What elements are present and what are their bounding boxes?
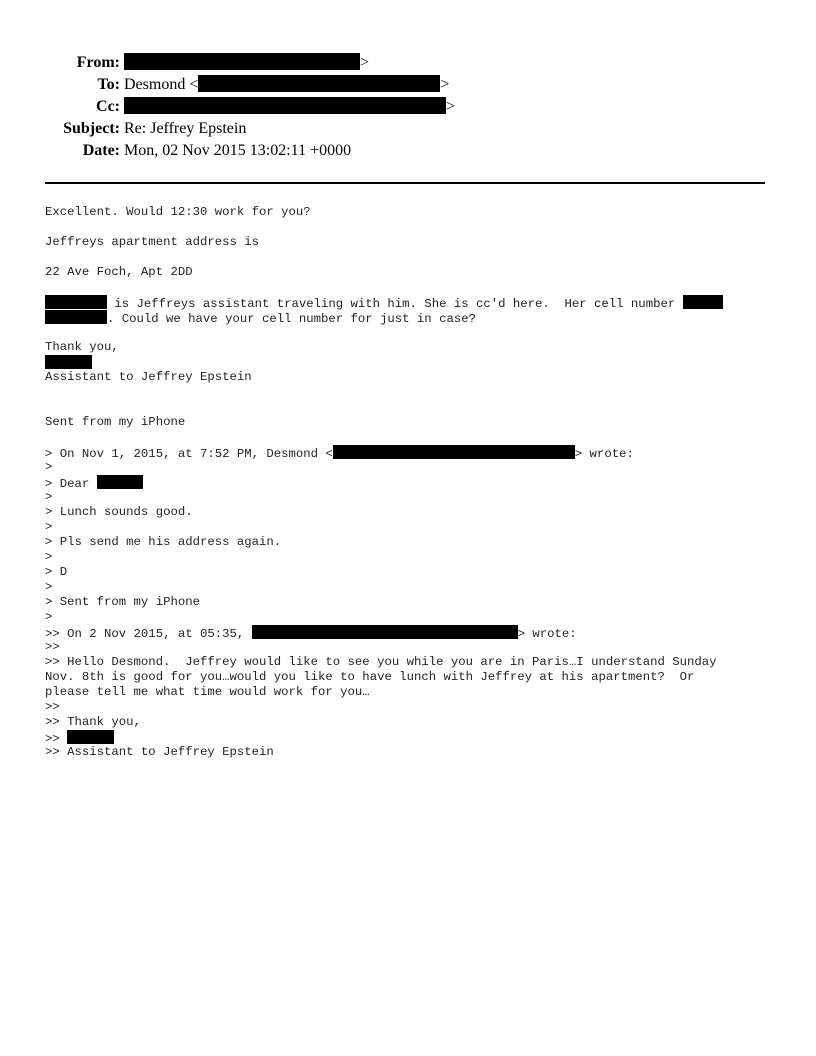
body-line: Excellent. Would 12:30 work for you? xyxy=(45,205,311,219)
from-tail: > xyxy=(360,54,370,71)
quoted-line: > xyxy=(45,610,53,624)
subject-label: Subject: xyxy=(63,120,120,137)
quoted-line: > xyxy=(45,490,53,504)
body-line xyxy=(45,310,770,327)
assistant-sentence: is Jeffreys assistant traveling with him. She is cc'd here. Her cell number xyxy=(107,297,683,311)
quoted-line: > D xyxy=(45,565,68,579)
quote2-intro: >> On 2 Nov 2015, at 05:35, xyxy=(45,627,252,641)
body-line: Jeffreys apartment address is xyxy=(45,235,260,249)
signature-title: Assistant to Jeffrey Epstein xyxy=(45,370,252,384)
cc-label: Cc: xyxy=(96,98,120,115)
redaction-box xyxy=(124,97,446,114)
redaction-box xyxy=(45,310,107,324)
subject-value: Re: Jeffrey Epstein xyxy=(124,120,247,137)
subject-row xyxy=(0,118,700,140)
quote-intro-end: > wrote: xyxy=(574,447,634,461)
redaction-box xyxy=(45,295,107,309)
redaction-box xyxy=(683,295,723,309)
quoted-line: > Pls send me his address again. xyxy=(45,535,282,549)
date-row xyxy=(0,140,700,162)
redaction-box xyxy=(252,625,518,639)
quoted-line: Nov. 8th is good for you…would you like to have lunch with Jeffrey at his apartment? Or xyxy=(45,670,695,684)
header-divider xyxy=(45,182,765,184)
quoted-line: >> Thank you, xyxy=(45,715,141,729)
quoted-line: > Lunch sounds good. xyxy=(45,505,193,519)
redaction-box xyxy=(67,730,114,744)
quoted-line: >> Hello Desmond. Jeffrey would like to see you while you are in Paris…I understand Sunday xyxy=(45,655,717,669)
quoted-line: > xyxy=(45,520,53,534)
redaction-box xyxy=(333,445,575,459)
date-label: Date: xyxy=(82,142,120,159)
cell-request: . Could we have your cell number for just in case? xyxy=(107,312,476,326)
cc-tail: > xyxy=(446,98,456,115)
from-row xyxy=(0,52,700,74)
to-tail: > xyxy=(440,76,450,93)
quoted-line: > xyxy=(45,550,53,564)
quoted-line: please tell me what time would work for you… xyxy=(45,685,370,699)
quoted-line: > Sent from my iPhone xyxy=(45,595,200,609)
quoted-line: >> xyxy=(45,700,60,714)
to-row xyxy=(0,74,700,96)
to-name: Desmond < xyxy=(124,76,199,93)
redaction-box xyxy=(97,475,143,489)
quote-intro: > On Nov 1, 2015, at 7:52 PM, Desmond < xyxy=(45,447,333,461)
cc-row xyxy=(0,96,700,118)
address-line: 22 Ave Foch, Apt 2DD xyxy=(45,265,193,279)
dear-text: > Dear xyxy=(45,477,97,491)
sent-from-line: Sent from my iPhone xyxy=(45,415,186,429)
quoted-line: > xyxy=(45,580,53,594)
redaction-box xyxy=(198,75,440,92)
to-label: To: xyxy=(97,76,120,93)
sig-prefix: >> xyxy=(45,732,68,746)
redaction-box xyxy=(45,355,92,369)
quoted-line: > xyxy=(45,460,53,474)
quoted-line: >> Assistant to Jeffrey Epstein xyxy=(45,745,274,759)
thanks-line: Thank you, xyxy=(45,340,119,354)
date-value: Mon, 02 Nov 2015 13:02:11 +0000 xyxy=(124,142,352,159)
redaction-box xyxy=(124,53,360,70)
quote2-intro-end: > wrote: xyxy=(517,627,577,641)
from-label: From: xyxy=(76,54,120,71)
quoted-line: >> xyxy=(45,640,60,654)
